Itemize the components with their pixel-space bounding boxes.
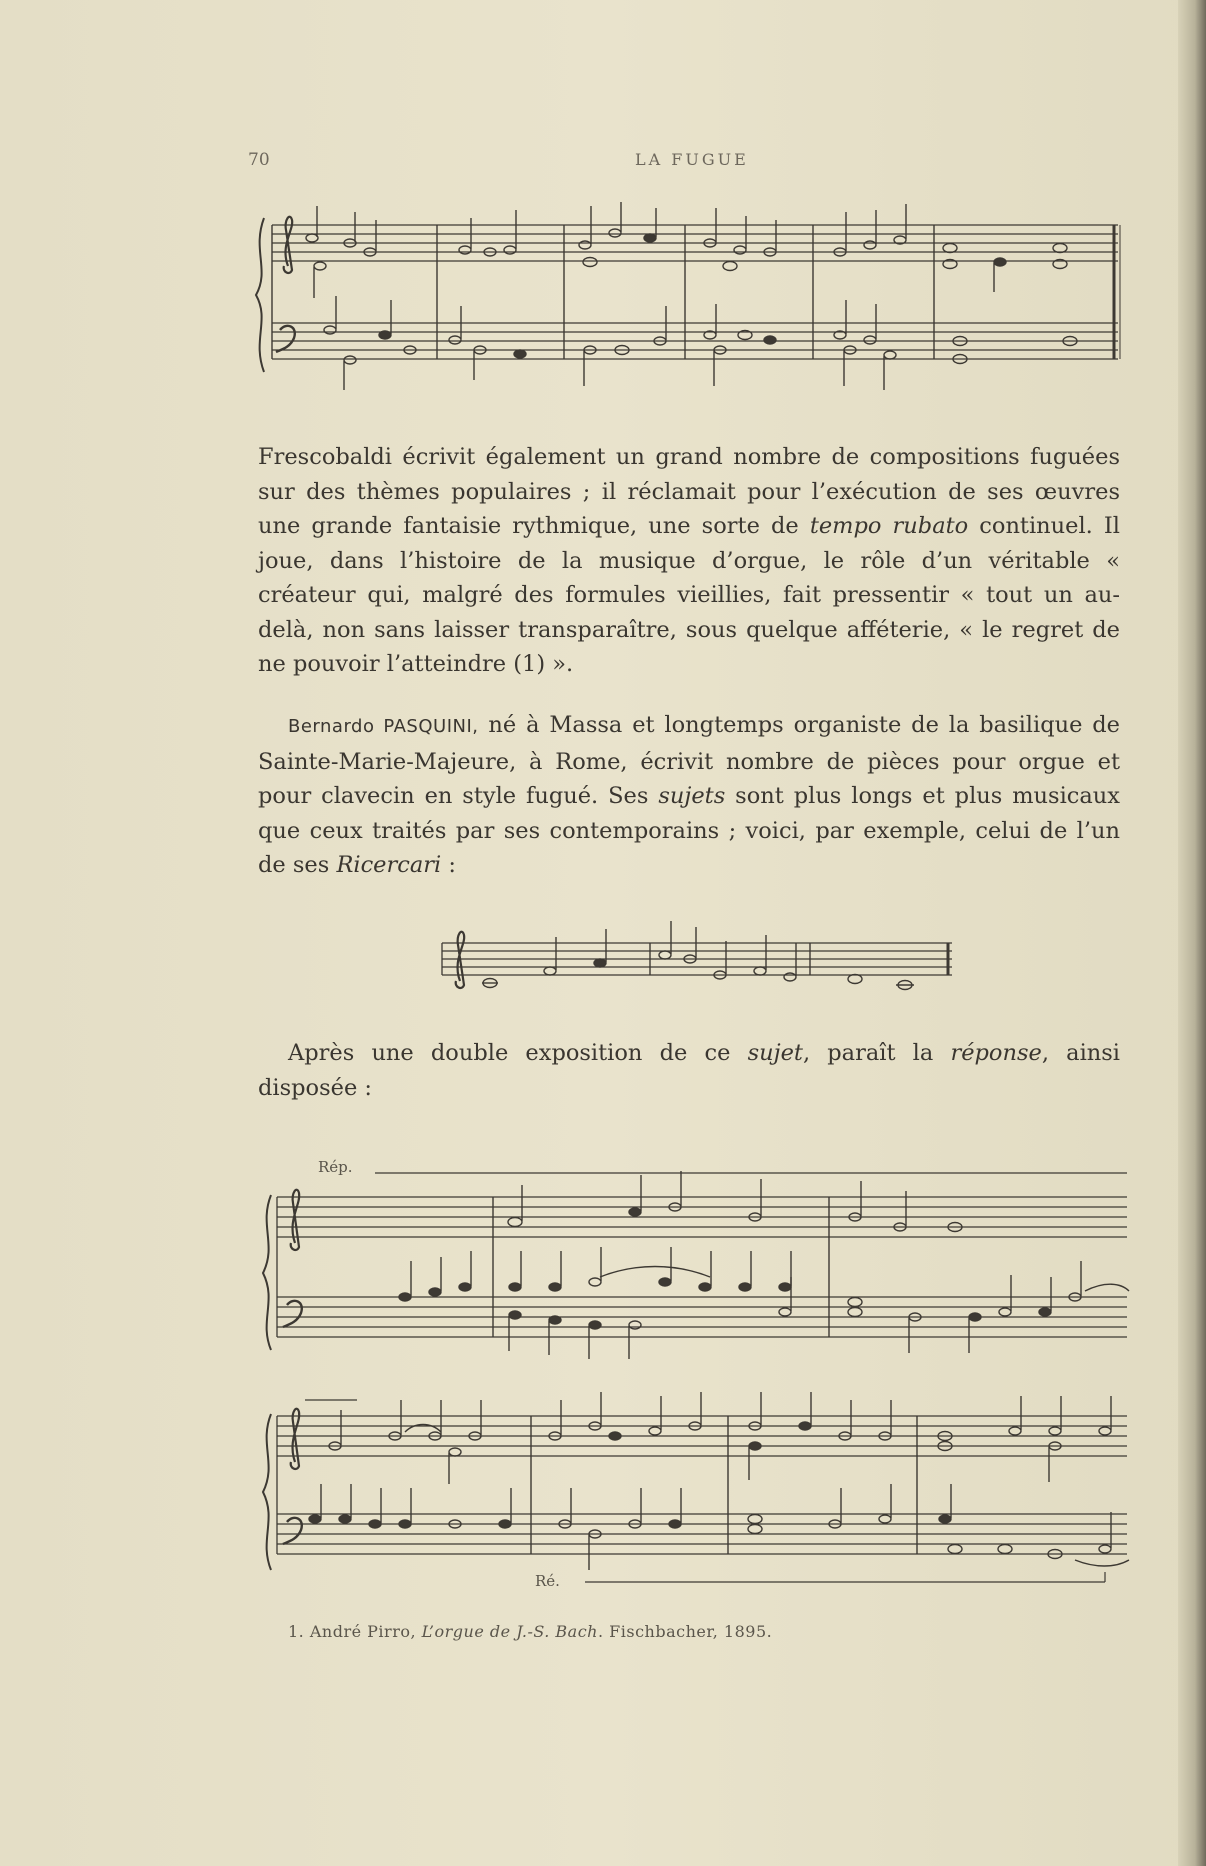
music-example-4 xyxy=(255,1392,1135,1592)
footnote-text: . Fischbacher, 1895. xyxy=(597,1622,773,1641)
composer-name: Bernardo PASQUINI, xyxy=(288,716,479,737)
music-example-2-subject xyxy=(440,915,960,1010)
paragraph-text: Frescobaldi écrivit également un grand nombre de compositions fuguées sur des thèmes populaires ; il réclamait pour l’exécution de ses œuvres une grande fantaisie rythmique, une sorte de xyxy=(258,444,1120,539)
paragraph-italic-text: sujets xyxy=(658,783,726,809)
paragraph-italic-text: tempo rubato xyxy=(809,513,969,539)
paragraph-italic-text: réponse xyxy=(950,1040,1042,1066)
paragraph-italic-text: Ricercari xyxy=(336,852,442,878)
bass-staff xyxy=(272,323,1118,359)
paragraph-text: , paraît la xyxy=(802,1040,951,1066)
reponse-marker-top: Rép. xyxy=(318,1158,353,1176)
reponse-marker-bottom: Ré. xyxy=(535,1572,560,1590)
paragraph-frescobaldi xyxy=(258,440,1120,682)
music-example-3 xyxy=(255,1165,1135,1365)
music-example-1 xyxy=(250,200,1130,390)
page-number: 70 xyxy=(248,150,270,170)
paragraph-text: continuel. Il joue, dans l’histoire de la musique d’orgue, le rôle d’un véritable « créateur qui, malgré des formules vieillies, fait pressentir « tout un au-delà, non sans laisser transparaître, sous quelque afféterie, « le regret de ne pouvoir l’atteindre (1) ». xyxy=(258,513,1120,677)
paragraph-text: , ainsi disposée : xyxy=(258,1040,1120,1101)
paragraph-text: né à Massa et longtemps organiste de la basilique de Sainte-Marie-Majeure, à Rome, écrivit nombre de pièces pour orgue et pour clavecin en style fugué. Ses xyxy=(258,712,1121,809)
paragraph-reponse xyxy=(258,1036,1120,1105)
book-spine-edge xyxy=(1178,0,1206,1866)
footnote-book-title: L’orgue de J.-S. Bach xyxy=(421,1622,598,1641)
paragraph-text: Après une double exposition de ce xyxy=(288,1040,748,1066)
paragraph-italic-text: sujet xyxy=(747,1040,803,1066)
paragraph-text: : xyxy=(441,852,456,878)
treble-staff xyxy=(272,225,1118,261)
running-title: LA FUGUE xyxy=(635,150,749,169)
paragraph-pasquini xyxy=(258,708,1120,883)
footnote xyxy=(288,1622,1108,1641)
footnote-text: 1. André Pirro, xyxy=(288,1622,422,1641)
page-header xyxy=(240,150,1120,174)
paragraph-text: sont plus longs et plus musicaux que ceux traités par ses contemporains ; voici, par exemple, celui de l’un de ses xyxy=(258,783,1120,878)
